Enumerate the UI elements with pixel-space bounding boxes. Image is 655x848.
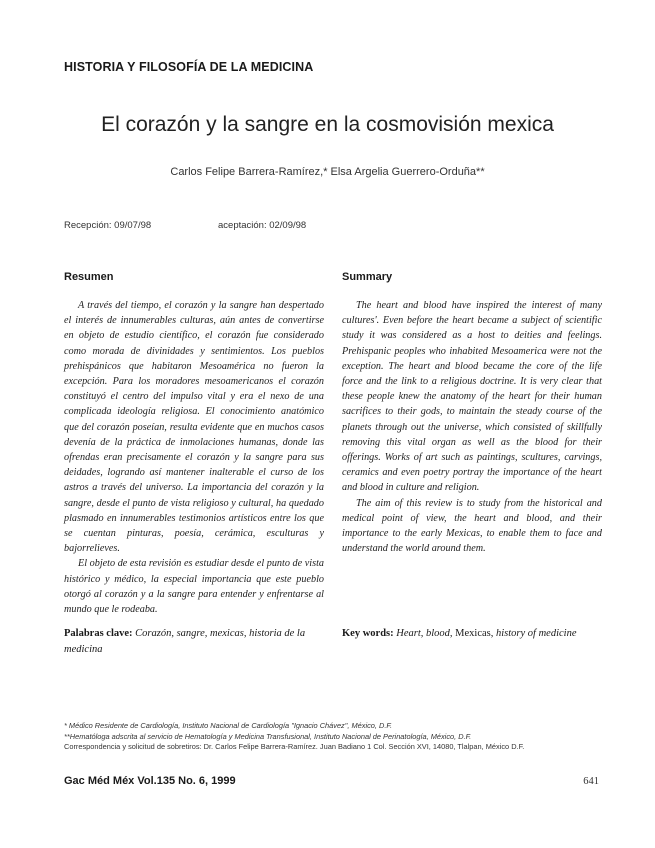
resumen-paragraph-2: El objeto de esta revisión es estudiar desde el punto de vista histórico y médico, la especial importancia que este pueblo otorgó al corazón y a la sangre para entender y enfrentarse al mundo que le rodeaba.: [64, 558, 324, 616]
summary-keywords-label: Key words:: [342, 628, 394, 639]
footnote-2: **Hematóloga adscrita al servicio de Hematología y Medicina Transfusional, Instituto Nacional de Perinatología, México, D.F.: [64, 731, 472, 741]
footnote-correspondence: Correspondencia y solicitud de sobretiros: Dr. Carlos Felipe Barrera-Ramírez. Juan Badiano 1 Col. Sección XVI, 14080, Tlalpan, México D.F.: [64, 742, 525, 752]
resumen-heading: Resumen: [64, 271, 114, 283]
summary-paragraph-1: The heart and blood have inspired the interest of many cultures'. Even before the heart became a subject of scientific study it was considered as a host to deities and feelings. Prehispanic peoples who inhabited Mesoamerica were not the exception. The heart and blood became the core of the life force and the link to a religious doctrine. It is very clear that these people knew the anatomy of the heart for their human sacrifices to their gods, to maintain the steady course of the planets through out the universe, which consisted of skillfully removing this vital organ as well as the blood for their offerings. Works of art such as paintings, scultures, carvings, ceramics and even poetry portray the importance of the heart and blood in culture and religion.: [342, 300, 602, 494]
page-number: 641: [583, 776, 599, 787]
article-title: El corazón y la sangre en la cosmovisión mexica: [101, 113, 554, 136]
article-authors: Carlos Felipe Barrera-Ramírez,* Elsa Argelia Guerrero-Orduña**: [170, 166, 485, 178]
acceptance-date: aceptación: 02/09/98: [218, 220, 307, 231]
summary-keywords-b: Mexicas,: [455, 628, 494, 639]
summary-keywords-c: history of medicine: [496, 628, 577, 639]
resumen-keywords-text: Corazón, sangre, mexicas, historia de la medicina: [64, 628, 306, 655]
resumen-paragraph-1: A través del tiempo, el corazón y la sangre han despertado el interés de innumerables culturas, aún antes de convertirse en objeto de estudio científico, el corazón fue considerado como morada de divinidades y sentimientos. Los pueblos prehispánicos que habitaron Mesoamérica no fueron la excepción. Para los moradores mesoamericanos el corazón constituyó el centro del impulso vital y era el nexo de una complicada ideología religiosa. El conocimiento anatómico que del corazón poseían, resulta evidente que en muchos casos devenía de la práctica de inmolaciones humanas, donde las ofrendas eran precisamente el corazón y la sangre para sus deidades, logrando así mantener inalterable el curso de los astros a través del universo. La importancia del corazón y la sangre, desde el punto de vista religioso y cultural, ha quedado plasmado en innumerables testimonios artísticos entre los que se cuentan pinturas, poesía, cerámica, esculturas y bajorrelieves.: [64, 300, 324, 555]
footnote-1: * Médico Residente de Cardiología, Instituto Nacional de Cardiología "Ignacio Chávez", México, D.F.: [64, 721, 393, 730]
summary-paragraph-2: The aim of this review is to study from the historical and medical point of view, the heart and blood, and their importance to the early Mexicas, to enable them to face and understand the world around them.: [342, 497, 602, 555]
journal-citation: Gac Méd Méx Vol.135 No. 6, 1999: [64, 775, 236, 787]
summary-keywords: [342, 626, 602, 642]
summary-body: [342, 298, 602, 556]
resumen-keywords: [64, 626, 324, 657]
summary-heading: Summary: [342, 271, 393, 283]
section-label: HISTORIA Y FILOSOFÍA DE LA MEDICINA: [64, 60, 314, 74]
resumen-body: [64, 298, 324, 617]
summary-keywords-a: Heart, blood,: [396, 628, 453, 639]
resumen-keywords-label: Palabras clave:: [64, 628, 133, 639]
reception-date: Recepción: 09/07/98: [64, 220, 152, 231]
footnotes: [64, 721, 604, 753]
